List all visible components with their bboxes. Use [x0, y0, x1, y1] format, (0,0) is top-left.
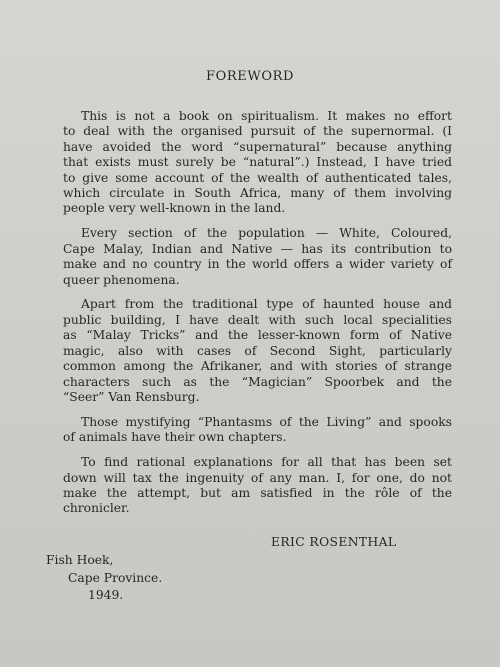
paragraph-line: which circulate in South Africa, many of them involving [63, 186, 452, 201]
paragraph-line: chronicler. [63, 501, 130, 516]
paragraph-line: “Seer” Van Rensburg. [63, 389, 200, 404]
paragraph-line: make the attempt, but am satisfied in the rôle of the [63, 485, 452, 500]
paragraph-line: common among the Afrikaner, and with stories of strange [63, 359, 452, 374]
paragraph [63, 109, 452, 217]
paragraph [63, 455, 452, 517]
paragraph-line: as “Malay Tricks” and the lesser-known form of Native [63, 328, 452, 343]
paragraph-line: have avoided the word “supernatural” because anything [63, 139, 452, 154]
paragraph-line: magic, also with cases of Second Sight, particularly [63, 343, 452, 358]
paragraph-line: down will tax the ingenuity of any man. I, for one, do not [63, 470, 452, 485]
paragraph-line: Every section of the population — White, Coloured, [81, 226, 452, 241]
paragraph-line: make and no country in the world offers a wider variety of [63, 257, 452, 272]
paragraph-line: to give some account of the wealth of authenticated tales, [63, 170, 452, 185]
paragraph-line: of animals have their own chapters. [63, 430, 287, 445]
paragraph [63, 297, 452, 405]
foreword-body [63, 109, 452, 526]
paragraph-line: to deal with the organised pursuit of the supernormal. (I [63, 124, 452, 139]
address-line-1: Fish Hoek, [46, 553, 114, 567]
address-line-2: Cape Province. [68, 571, 163, 585]
paragraph-line: Cape Malay, Indian and Native — has its contribution to [63, 241, 452, 256]
paragraph-line: Apart from the traditional type of haunted house and [81, 297, 452, 312]
paragraph-line: queer phenomena. [63, 272, 180, 287]
paragraph [63, 226, 452, 288]
page-title: FOREWORD [206, 69, 294, 84]
author-signature: ERIC ROSENTHAL [271, 535, 397, 549]
paragraph-line: To find rational explanations for all that has been set [81, 455, 452, 470]
paragraph-line: people very well-known in the land. [63, 201, 286, 216]
paragraph-line: that exists must surely be “natural”.) Instead, I have tried [63, 155, 452, 170]
paragraph-line: characters such as the “Magician” Spoorbek and the [63, 374, 452, 389]
paragraph-line: This is not a book on spiritualism. It makes no effort [81, 109, 452, 123]
address-year: 1949. [88, 588, 124, 602]
paragraph-line: public building, I have dealt with such local specialities [63, 312, 452, 327]
paragraph-line: Those mystifying “Phantasms of the Living” and spooks [81, 414, 452, 429]
paragraph [63, 415, 452, 446]
